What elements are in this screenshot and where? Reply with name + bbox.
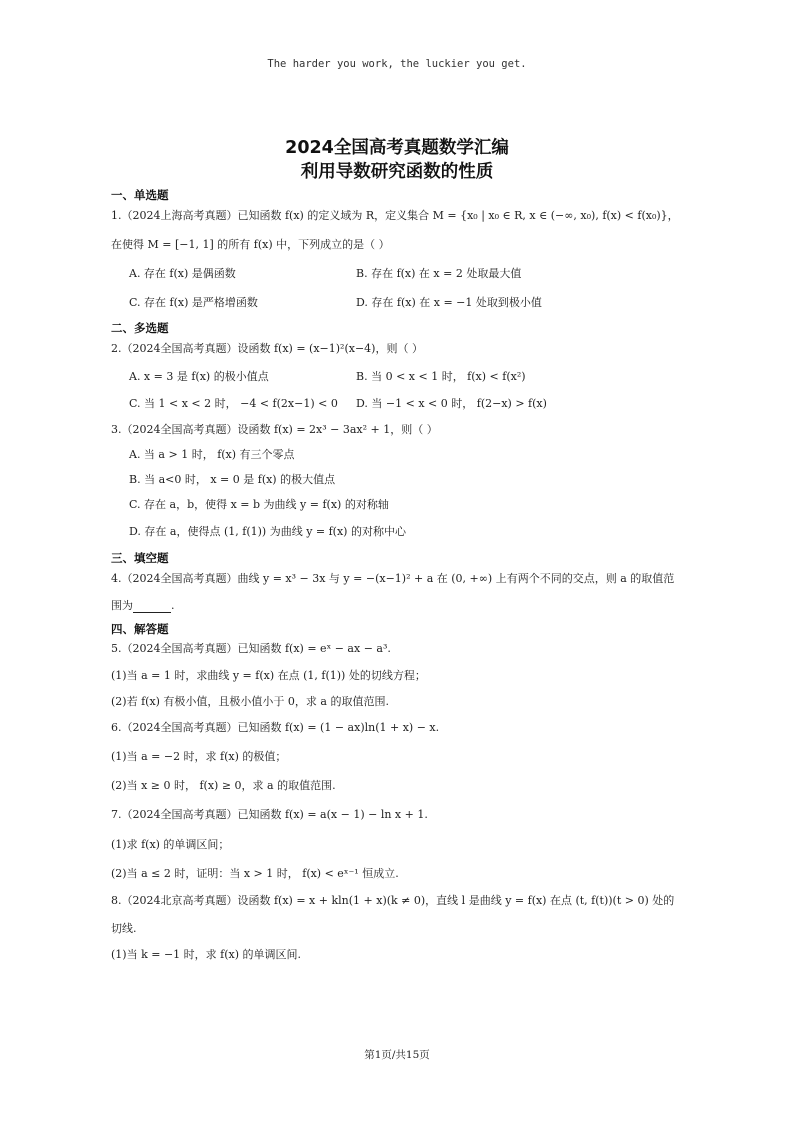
header-motto: The harder you work, the luckier you get.: [267, 58, 527, 70]
question-1-option-b: B. 存在 f(x) 在 x = 2 处取最大值: [356, 267, 522, 280]
question-8-stem-cont: 切线.: [111, 922, 137, 935]
question-5-stem: 5.（2024全国高考真题）已知函数 f(x) = eˣ − ax − a³.: [111, 642, 391, 655]
section-heading-single-choice: 一、单选题: [111, 188, 169, 202]
question-1-option-d: D. 存在 f(x) 在 x = −1 处取到极小值: [356, 296, 542, 309]
question-7-stem: 7.（2024全国高考真题）已知函数 f(x) = a(x − 1) − ln x + 1.: [111, 808, 428, 821]
question-8-part-1: (1)当 k = −1 时，求 f(x) 的单调区间.: [111, 948, 302, 961]
answer-blank: [133, 601, 171, 613]
document-title: 2024全国高考真题数学汇编: [285, 138, 509, 158]
question-7-part-2: (2)当 a ≤ 2 时，证明：当 x > 1 时， f(x) < eˣ⁻¹ 恒成立.: [111, 867, 399, 880]
question-3-option-b: B. 当 a<0 时， x = 0 是 f(x) 的极大值点: [129, 473, 336, 486]
question-2-option-a: A. x = 3 是 f(x) 的极小值点: [129, 370, 269, 383]
question-1-stem-cont: 在使得 M = [−1, 1] 的所有 f(x) 中，下列成立的是（ ）: [111, 238, 390, 251]
question-4-prefix: 围为: [111, 599, 133, 612]
question-4-stem: 4.（2024全国高考真题）曲线 y = x³ − 3x 与 y = −(x−1)² + a 在 (0, +∞) 上有两个不同的交点，则 a 的取值范: [111, 572, 675, 585]
question-6-part-2: (2)当 x ≥ 0 时， f(x) ≥ 0，求 a 的取值范围.: [111, 779, 336, 792]
document-subtitle: 利用导数研究函数的性质: [300, 162, 494, 182]
question-4-suffix: .: [171, 599, 175, 612]
question-7-part-1: (1)求 f(x) 的单调区间；: [111, 838, 230, 851]
question-2-option-b: B. 当 0 < x < 1 时， f(x) < f(x²): [356, 370, 526, 383]
question-3-option-c: C. 存在 a，b，使得 x = b 为曲线 y = f(x) 的对称轴: [129, 498, 389, 511]
question-5-part-1: (1)当 a = 1 时，求曲线 y = f(x) 在点 (1, f(1)) 处的切线方程；: [111, 669, 426, 682]
question-3-stem: 3.（2024全国高考真题）设函数 f(x) = 2x³ − 3ax² + 1，则（ ）: [111, 423, 438, 436]
question-2-stem: 2.（2024全国高考真题）设函数 f(x) = (x−1)²(x−4)，则（ ）: [111, 342, 423, 355]
page-number: 第1页/共15页: [364, 1049, 430, 1061]
question-8-stem: 8.（2024北京高考真题）设函数 f(x) = x + kln(1 + x)(k ≠ 0)，直线 l 是曲线 y = f(x) 在点 (t, f(t))(t > 0) 处的: [111, 894, 675, 907]
question-3-option-d: D. 存在 a，使得点 (1, f(1)) 为曲线 y = f(x) 的对称中心: [129, 525, 406, 538]
question-2-option-c: C. 当 1 < x < 2 时， −4 < f(2x−1) < 0: [129, 397, 338, 410]
section-heading-free-response: 四、解答题: [111, 622, 169, 636]
question-1-option-c: C. 存在 f(x) 是严格增函数: [129, 296, 258, 309]
question-5-part-2: (2)若 f(x) 有极小值，且极小值小于 0，求 a 的取值范围.: [111, 695, 389, 708]
section-heading-fill-in: 三、填空题: [111, 551, 169, 565]
section-heading-multi-choice: 二、多选题: [111, 321, 169, 335]
question-1-stem: 1.（2024上海高考真题）已知函数 f(x) 的定义域为 R，定义集合 M = {x₀ | x₀ ∈ R, x ∈ (−∞, x₀), f(x) < f(x₀)}，: [111, 209, 679, 222]
question-4-stem-cont: [111, 597, 175, 613]
question-2-option-d: D. 当 −1 < x < 0 时， f(2−x) > f(x): [356, 397, 547, 410]
question-1-option-a: A. 存在 f(x) 是偶函数: [129, 267, 236, 280]
question-6-part-1: (1)当 a = −2 时，求 f(x) 的极值；: [111, 750, 287, 763]
question-3-option-a: A. 当 a > 1 时， f(x) 有三个零点: [129, 448, 295, 461]
question-6-stem: 6.（2024全国高考真题）已知函数 f(x) = (1 − ax)ln(1 + x) − x.: [111, 721, 440, 734]
